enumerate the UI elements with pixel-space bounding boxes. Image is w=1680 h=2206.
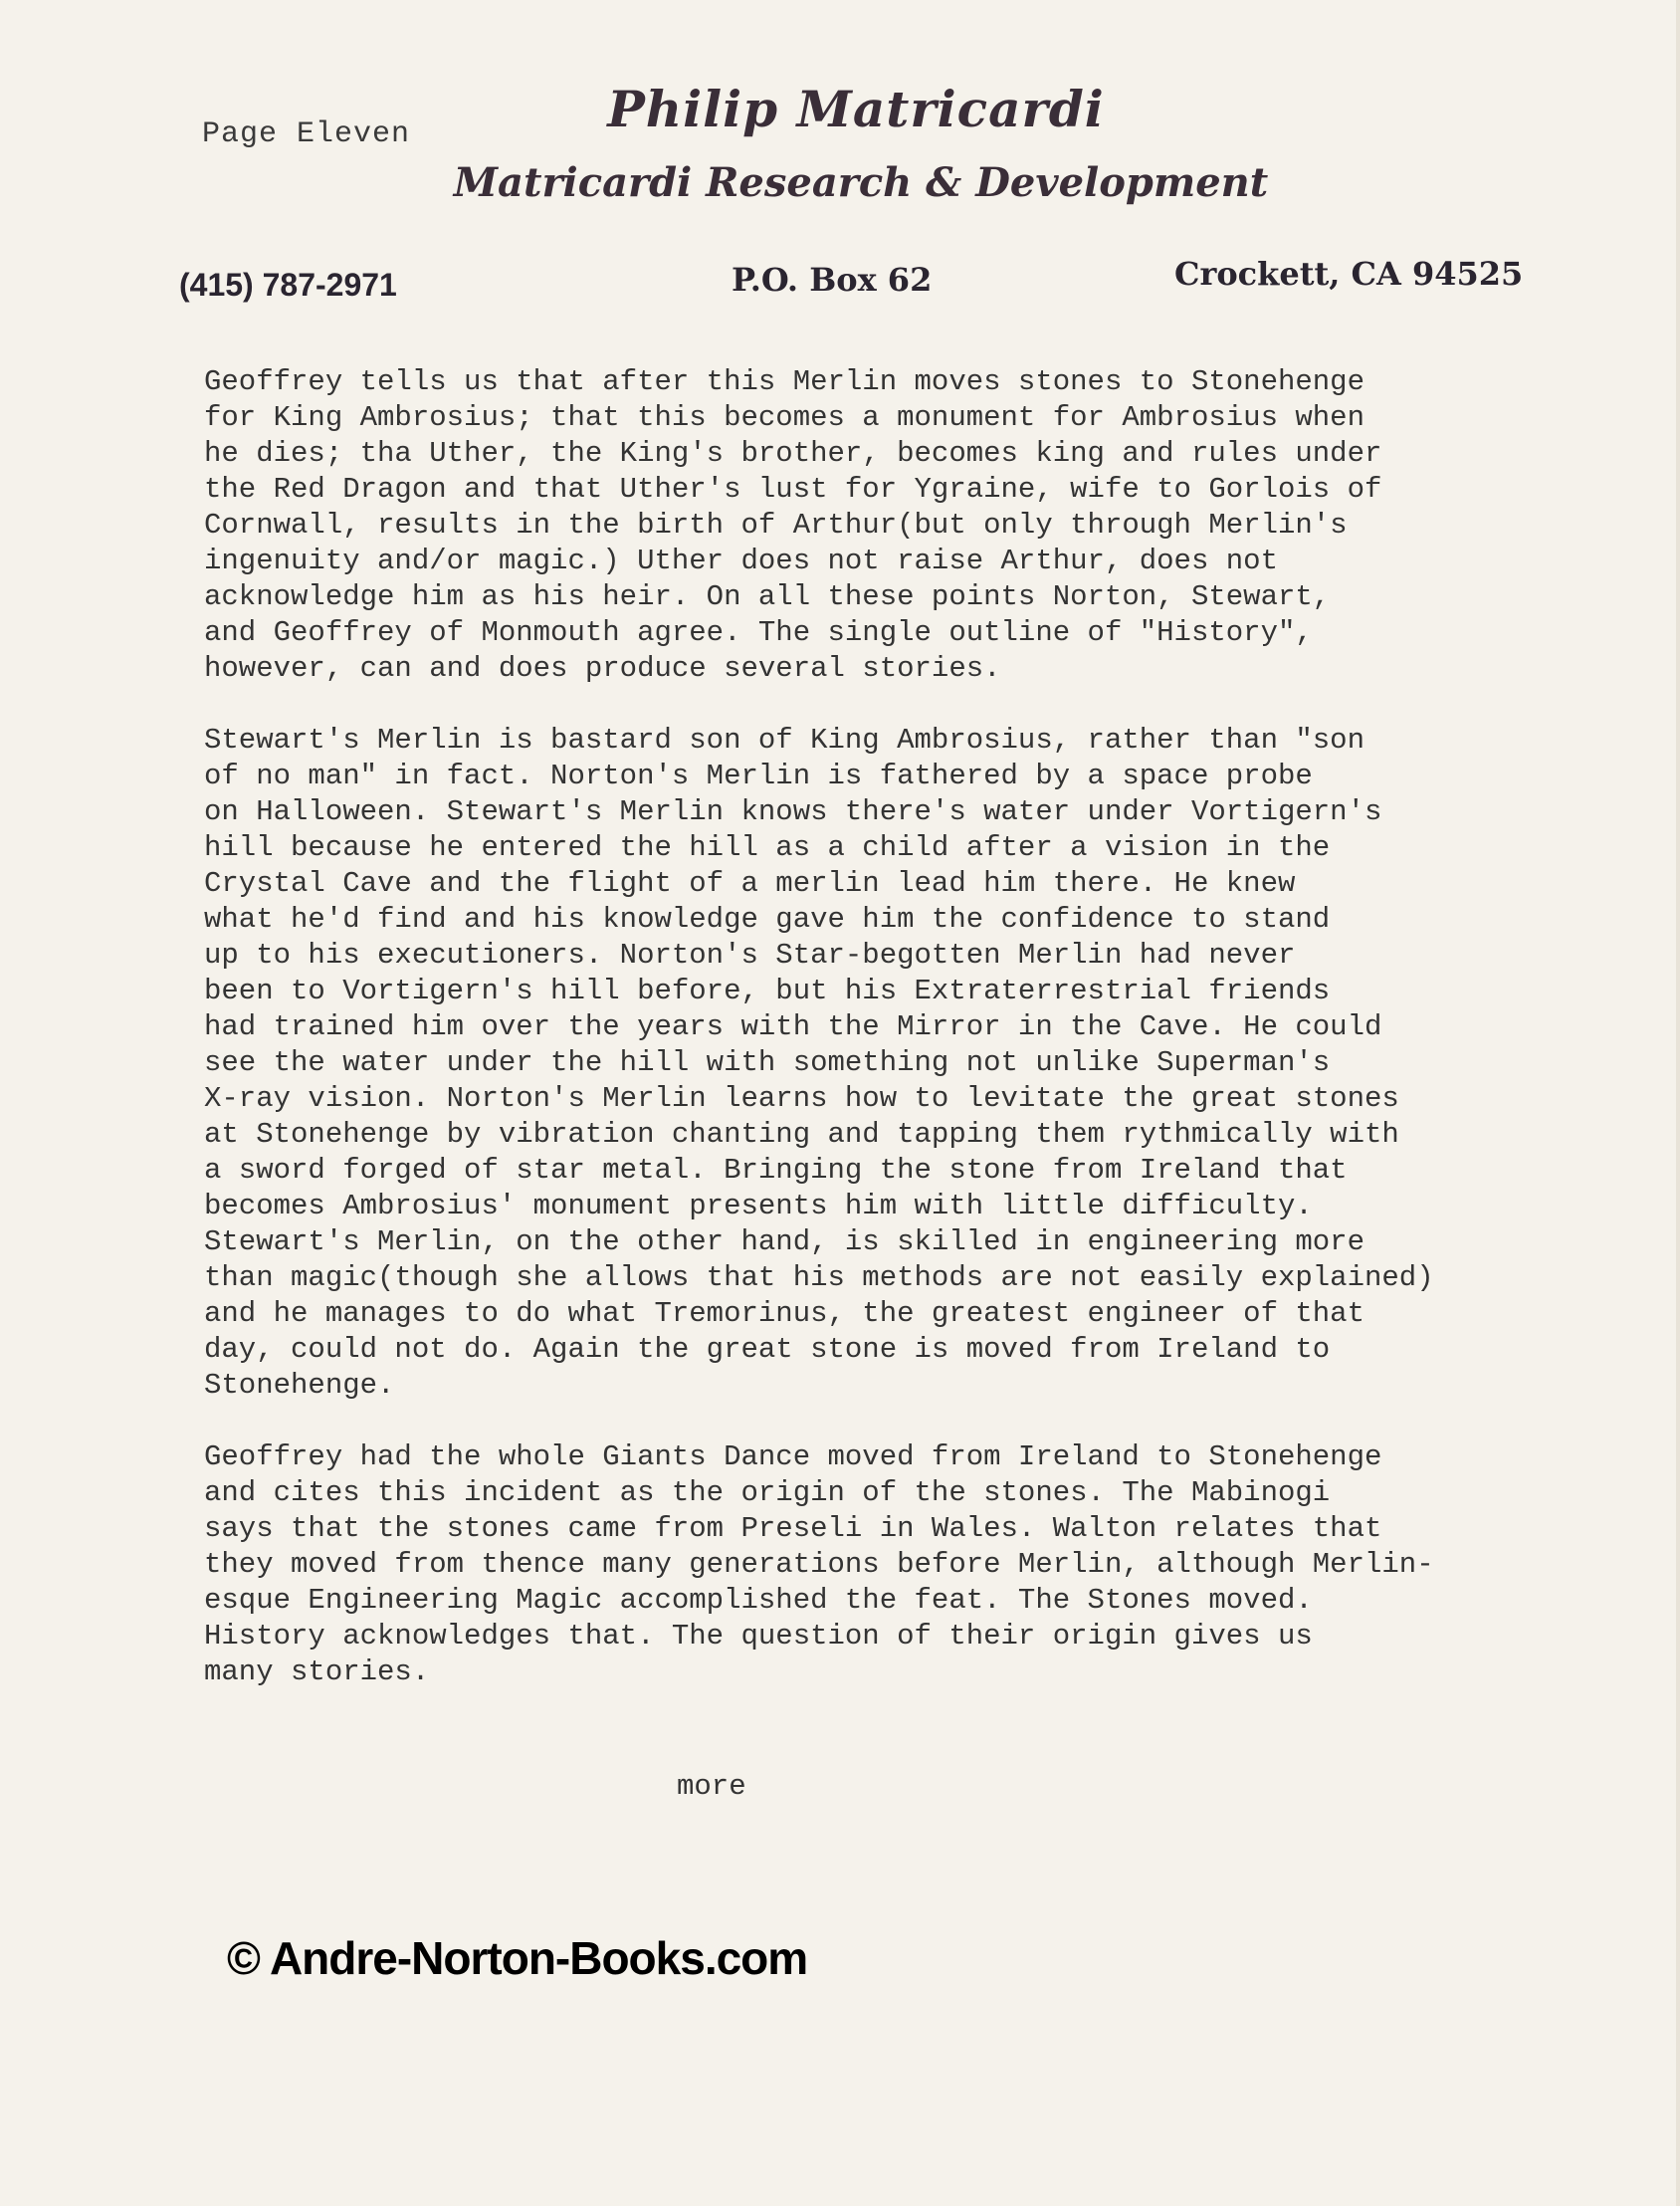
text-line: see the water under the hill with something not unlike Superman's [204, 1046, 1331, 1079]
paragraph [204, 364, 1617, 687]
text-line: Cornwall, results in the birth of Arthur(but only through Merlin's [204, 509, 1348, 542]
text-line: many stories. [204, 1655, 430, 1688]
letterhead-city: Crockett, CA 94525 [1174, 255, 1524, 293]
text-line: Stonehenge. [204, 1369, 395, 1402]
more-label: more [677, 1770, 746, 1803]
text-line: a sword forged of star metal. Bringing the stone from Ireland that [204, 1154, 1348, 1187]
letter-body [204, 364, 1617, 1726]
text-line: and he manages to do what Tremorinus, the greatest engineer of that [204, 1297, 1365, 1330]
text-line: the Red Dragon and that Uther's lust for Ygraine, wife to Gorlois of [204, 473, 1382, 506]
text-line: Stewart's Merlin, on the other hand, is skilled in engineering more [204, 1225, 1365, 1258]
text-line: ingenuity and/or magic.) Uther does not raise Arthur, does not [204, 545, 1278, 577]
text-line: becomes Ambrosius' monument presents him with little difficulty. [204, 1190, 1313, 1222]
letterhead-phone: (415) 787-2971 [179, 267, 397, 303]
text-line: hill because he entered the hill as a child after a vision in the [204, 831, 1331, 864]
paragraph [204, 723, 1617, 1404]
letterhead-company: Matricardi Research & Development [453, 159, 1269, 206]
text-line: on Halloween. Stewart's Merlin knows there's water under Vortigern's [204, 795, 1382, 828]
text-line: than magic(though she allows that his methods are not easily explained) [204, 1261, 1434, 1294]
text-line: day, could not do. Again the great stone is moved from Ireland to [204, 1333, 1331, 1366]
text-line: Geoffrey tells us that after this Merlin moves stones to Stonehenge [204, 365, 1365, 398]
text-line: says that the stones came from Preseli in Wales. Walton relates that [204, 1512, 1382, 1545]
text-line: History acknowledges that. The question of their origin gives us [204, 1620, 1313, 1653]
text-line: up to his executioners. Norton's Star-begotten Merlin had never [204, 939, 1296, 972]
text-line: Geoffrey had the whole Giants Dance moved from Ireland to Stonehenge [204, 1440, 1382, 1473]
text-line: they moved from thence many generations before Merlin, although Merlin- [204, 1548, 1434, 1581]
text-line: esque Engineering Magic accomplished the feat. The Stones moved. [204, 1584, 1313, 1617]
text-line: Crystal Cave and the flight of a merlin lead him there. He knew [204, 867, 1296, 900]
letterhead-name: Philip Matricardi [607, 80, 1105, 138]
letterhead-po-box: P.O. Box 62 [732, 261, 933, 299]
text-line: had trained him over the years with the Mirror in the Cave. He could [204, 1010, 1382, 1043]
text-line: and Geoffrey of Monmouth agree. The single outline of "History", [204, 616, 1313, 649]
text-line: been to Vortigern's hill before, but his Extraterrestrial friends [204, 975, 1331, 1007]
text-line: Stewart's Merlin is bastard son of King Ambrosius, rather than "son [204, 724, 1365, 757]
text-line: of no man" in fact. Norton's Merlin is fathered by a space probe [204, 760, 1313, 792]
text-line: acknowledge him as his heir. On all these points Norton, Stewart, [204, 580, 1331, 613]
page-number-label: Page Eleven [202, 117, 411, 151]
text-line: X-ray vision. Norton's Merlin learns how to levitate the great stones [204, 1082, 1399, 1115]
text-line: and cites this incident as the origin of the stones. The Mabinogi [204, 1476, 1331, 1509]
text-line: what he'd find and his knowledge gave him the confidence to stand [204, 903, 1331, 936]
text-line: at Stonehenge by vibration chanting and tapping them rythmically with [204, 1118, 1399, 1151]
copyright-watermark: © Andre-Norton-Books.com [227, 1932, 808, 1984]
paragraph [204, 1439, 1617, 1690]
text-line: however, can and does produce several stories. [204, 652, 1001, 685]
text-line: for King Ambrosius; that this becomes a monument for Ambrosius when [204, 401, 1365, 434]
text-line: he dies; tha Uther, the King's brother, becomes king and rules under [204, 437, 1382, 470]
